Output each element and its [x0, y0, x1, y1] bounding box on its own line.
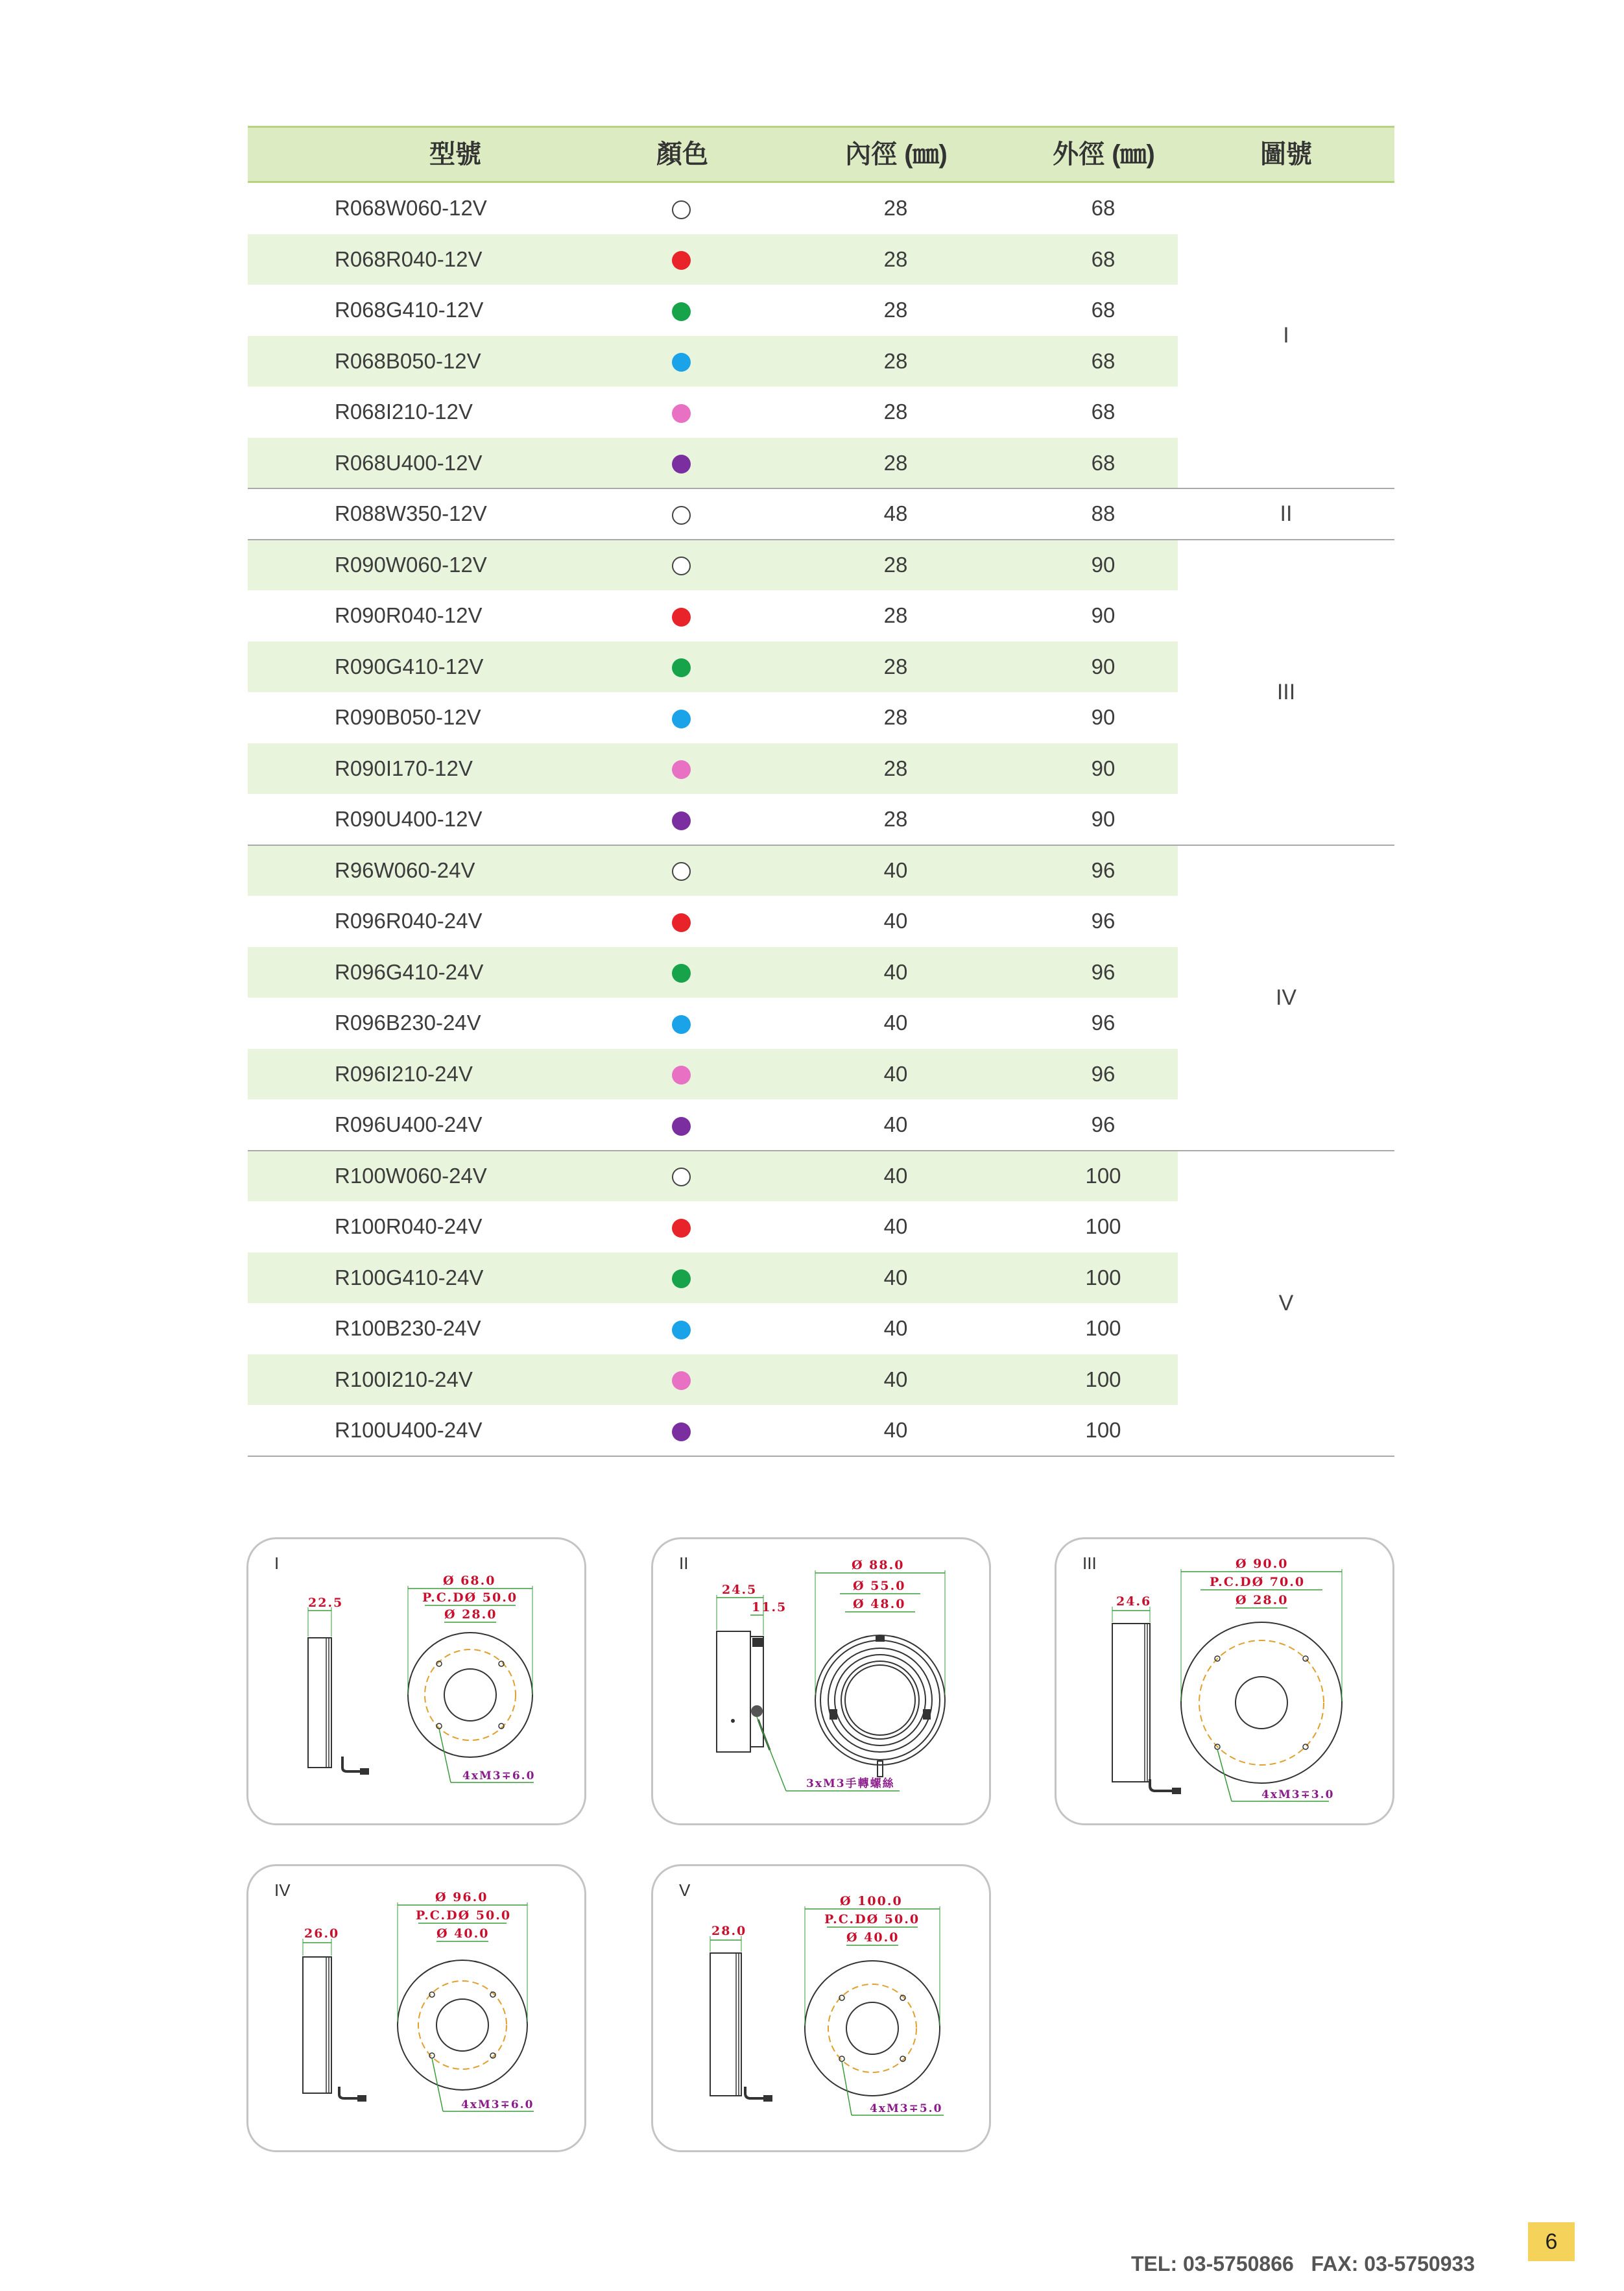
white-color-dot — [672, 862, 691, 881]
model-cell: R090U400-12V — [335, 807, 483, 831]
model-cell: R100B230-24V — [335, 1316, 481, 1340]
model-cell: R096G410-24V — [335, 959, 484, 984]
color-cell — [652, 540, 710, 591]
inner-diameter-cell: 28 — [883, 246, 908, 271]
drawing-card-V — [651, 1864, 991, 2152]
purple-color-dot — [672, 1117, 691, 1136]
inner-diameter-cell: 40 — [883, 1265, 908, 1289]
drawing-label: III — [1082, 1553, 1097, 1573]
table-row — [248, 1201, 1178, 1253]
inner-diameter-cell: 40 — [883, 909, 908, 933]
blue-color-dot — [672, 710, 691, 728]
color-cell — [652, 1354, 710, 1406]
table-row — [248, 1303, 1178, 1354]
table-row — [248, 387, 1178, 438]
color-cell — [652, 998, 710, 1049]
inner-diameter-cell: 28 — [883, 196, 908, 220]
figure-ref-cell: V — [1278, 1290, 1294, 1315]
table-row — [248, 285, 1178, 336]
outer-diameter-cell: 96 — [1091, 959, 1116, 984]
ring-light-drawing — [1057, 1539, 1396, 1827]
inner-diameter-cell: 28 — [883, 400, 908, 424]
dim-inner: Ø 28.0 — [1236, 1593, 1289, 1607]
pink-color-dot — [672, 404, 691, 423]
table-row — [248, 794, 1178, 845]
outer-diameter-cell: 90 — [1091, 807, 1116, 831]
inner-diameter-cell: 28 — [883, 705, 908, 729]
dim-outer: Ø 88.0 — [852, 1558, 905, 1572]
purple-color-dot — [672, 455, 691, 474]
inner-diameter-cell: 48 — [883, 501, 908, 525]
ring-light-drawing — [248, 1866, 588, 2154]
outer-diameter-cell: 68 — [1091, 246, 1116, 271]
outer-diameter-cell: 90 — [1091, 705, 1116, 729]
page-number: 6 — [1528, 2222, 1575, 2261]
color-cell — [652, 183, 710, 234]
inner-diameter-cell: 40 — [883, 1316, 908, 1340]
table-row — [248, 1049, 1178, 1100]
outer-diameter-cell: 96 — [1091, 909, 1116, 933]
dim-inner: Ø 28.0 — [444, 1607, 497, 1622]
model-cell: R100G410-24V — [335, 1265, 484, 1289]
dim-outer: Ø 100.0 — [840, 1894, 903, 1908]
outer-diameter-cell: 96 — [1091, 1061, 1116, 1086]
dim-note: 4xM3∓6.0 — [462, 1769, 536, 1782]
inner-diameter-cell: 28 — [883, 450, 908, 475]
pink-color-dot — [672, 760, 691, 779]
dim-outer: Ø 96.0 — [435, 1890, 488, 1904]
outer-diameter-cell: 100 — [1085, 1265, 1121, 1289]
dim-thickness: 24.6 — [1116, 1594, 1152, 1609]
dim-thickness: 22.5 — [308, 1596, 344, 1610]
pink-color-dot — [672, 1066, 691, 1085]
table-row — [248, 845, 1178, 896]
green-color-dot — [672, 964, 691, 983]
red-color-dot — [672, 251, 691, 270]
outer-diameter-cell: 68 — [1091, 298, 1116, 322]
table-row — [248, 438, 1178, 489]
purple-color-dot — [672, 811, 691, 830]
figure-ref-cell: I — [1283, 323, 1289, 348]
group-divider — [248, 1456, 1394, 1457]
model-cell: R068U400-12V — [335, 450, 483, 475]
inner-diameter-cell: 40 — [883, 959, 908, 984]
color-cell — [652, 845, 710, 896]
header-figure: 圖號 — [1260, 140, 1312, 169]
green-color-dot — [672, 302, 691, 321]
figure-ref-cell: II — [1280, 501, 1293, 526]
green-color-dot — [672, 658, 691, 677]
inner-diameter-cell: 28 — [883, 552, 908, 577]
outer-diameter-cell: 100 — [1085, 1418, 1121, 1442]
table-row — [248, 1151, 1178, 1202]
model-cell: R090W060-12V — [335, 552, 487, 577]
inner-diameter-cell: 28 — [883, 298, 908, 322]
inner-diameter-cell: 28 — [883, 348, 908, 373]
outer-diameter-cell: 88 — [1091, 501, 1116, 525]
outer-diameter-cell: 68 — [1091, 196, 1116, 220]
outer-diameter-cell: 90 — [1091, 552, 1116, 577]
dim-thickness: 24.5 — [722, 1583, 758, 1597]
table-header — [248, 126, 1394, 183]
inner-diameter-cell: 28 — [883, 654, 908, 678]
footer-fax: FAX: 03-5750933 — [1311, 2252, 1475, 2275]
drawing-label: V — [679, 1880, 691, 1900]
blue-color-dot — [672, 353, 691, 372]
blue-color-dot — [672, 1015, 691, 1034]
color-cell — [652, 1151, 710, 1202]
purple-color-dot — [672, 1422, 691, 1441]
table-row — [248, 947, 1178, 998]
outer-diameter-cell: 90 — [1091, 654, 1116, 678]
dim-note: 4xM3∓6.0 — [461, 2098, 534, 2111]
outer-diameter-cell: 100 — [1085, 1367, 1121, 1391]
color-cell — [652, 1405, 710, 1456]
inner-diameter-cell: 40 — [883, 1214, 908, 1238]
footer-tel: TEL: 03-5750866 — [1131, 2252, 1294, 2275]
model-cell: R96W060-24V — [335, 858, 475, 882]
header-inner-diameter: 內徑 (㎜) — [845, 140, 948, 169]
red-color-dot — [672, 1219, 691, 1238]
drawing-card-I — [246, 1537, 586, 1825]
table-row — [248, 692, 1178, 743]
table-row — [248, 743, 1178, 795]
drawing-card-III — [1055, 1537, 1394, 1825]
outer-diameter-cell: 96 — [1091, 1011, 1116, 1035]
header-model: 型號 — [429, 140, 481, 169]
color-cell — [652, 387, 710, 438]
outer-diameter-cell: 68 — [1091, 450, 1116, 475]
color-cell — [652, 336, 710, 387]
table-row — [248, 1253, 1178, 1304]
color-cell — [652, 234, 710, 285]
model-cell: R068G410-12V — [335, 298, 484, 322]
table-row — [248, 540, 1178, 591]
dim-inner: Ø 40.0 — [846, 1930, 900, 1945]
model-cell: R100U400-24V — [335, 1418, 483, 1442]
dim-pcd: P.C.DØ 50.0 — [824, 1912, 920, 1926]
dim-thickness: 28.0 — [711, 1924, 747, 1938]
outer-diameter-cell: 68 — [1091, 400, 1116, 424]
model-cell: R096B230-24V — [335, 1011, 481, 1035]
dim-thickness: 26.0 — [304, 1926, 340, 1941]
color-cell — [652, 488, 710, 540]
figure-ref-cell: IV — [1275, 985, 1297, 1010]
dim-inner: Ø 40.0 — [436, 1926, 490, 1941]
drawing-label: I — [274, 1553, 280, 1573]
outer-diameter-cell: 68 — [1091, 348, 1116, 373]
dim-outer: Ø 68.0 — [443, 1574, 496, 1588]
ring-light-drawing — [653, 1539, 993, 1827]
color-cell — [652, 1303, 710, 1354]
inner-diameter-cell: 40 — [883, 1163, 908, 1188]
table-row — [248, 183, 1178, 234]
inner-diameter-cell: 40 — [883, 1367, 908, 1391]
table-row — [248, 1405, 1178, 1456]
color-cell — [652, 794, 710, 845]
white-color-dot — [672, 506, 691, 525]
model-cell: R096U400-24V — [335, 1112, 483, 1136]
inner-diameter-cell: 40 — [883, 1061, 908, 1086]
figure-ref-cell: III — [1276, 679, 1296, 704]
outer-diameter-cell: 100 — [1085, 1316, 1121, 1340]
white-color-dot — [672, 1168, 691, 1186]
white-color-dot — [672, 200, 691, 219]
dim-thickness2: 11.5 — [752, 1600, 787, 1614]
outer-diameter-cell: 90 — [1091, 756, 1116, 780]
table-row — [248, 488, 1178, 540]
dim-pcd: P.C.DØ 50.0 — [416, 1908, 512, 1923]
table-row — [248, 896, 1178, 947]
inner-diameter-cell: 40 — [883, 1112, 908, 1136]
table-row — [248, 1099, 1178, 1151]
header-color: 顏色 — [656, 140, 708, 169]
model-cell: R090G410-12V — [335, 654, 484, 678]
color-cell — [652, 642, 710, 693]
model-cell: R090R040-12V — [335, 603, 483, 627]
model-cell: R096R040-24V — [335, 909, 483, 933]
header-outer-diameter: 外徑 (㎜) — [1053, 140, 1155, 169]
dim-pcd: P.C.DØ 50.0 — [422, 1590, 518, 1605]
color-cell — [652, 947, 710, 998]
model-cell: R100I210-24V — [335, 1367, 473, 1391]
color-cell — [652, 590, 710, 642]
ring-light-drawing — [248, 1539, 588, 1827]
inner-diameter-cell: 28 — [883, 603, 908, 627]
table-row — [248, 590, 1178, 642]
color-cell — [652, 692, 710, 743]
table-row — [248, 336, 1178, 387]
outer-diameter-cell: 100 — [1085, 1214, 1121, 1238]
model-cell: R096I210-24V — [335, 1061, 473, 1086]
outer-diameter-cell: 96 — [1091, 1112, 1116, 1136]
red-color-dot — [672, 608, 691, 627]
model-cell: R068W060-12V — [335, 196, 487, 220]
outer-diameter-cell: 90 — [1091, 603, 1116, 627]
model-cell: R090B050-12V — [335, 705, 481, 729]
model-cell: R090I170-12V — [335, 756, 473, 780]
drawing-label: II — [679, 1553, 689, 1573]
ring-light-drawing — [653, 1866, 993, 2154]
outer-diameter-cell: 100 — [1085, 1163, 1121, 1188]
model-cell: R088W350-12V — [335, 501, 487, 525]
contact-footer — [1131, 2252, 1475, 2276]
inner-diameter-cell: 28 — [883, 756, 908, 780]
color-cell — [652, 438, 710, 489]
color-cell — [652, 743, 710, 795]
table-row — [248, 642, 1178, 693]
color-cell — [652, 1253, 710, 1304]
drawing-label: IV — [274, 1880, 291, 1900]
color-cell — [652, 896, 710, 947]
white-color-dot — [672, 557, 691, 575]
red-color-dot — [672, 913, 691, 932]
drawing-card-IV — [246, 1864, 586, 2152]
table-row — [248, 998, 1178, 1049]
inner-diameter-cell: 40 — [883, 1418, 908, 1442]
color-cell — [652, 1049, 710, 1100]
model-cell: R100W060-24V — [335, 1163, 487, 1188]
table-row — [248, 1354, 1178, 1406]
dim-mid: Ø 55.0 — [853, 1579, 906, 1593]
dim-inner: Ø 48.0 — [853, 1597, 906, 1611]
blue-color-dot — [672, 1321, 691, 1339]
dim-note: 3xM3手轉螺絲 — [806, 1777, 895, 1790]
green-color-dot — [672, 1269, 691, 1288]
model-cell: R068I210-12V — [335, 400, 473, 424]
model-cell: R068R040-12V — [335, 246, 483, 271]
table-row — [248, 234, 1178, 285]
inner-diameter-cell: 40 — [883, 1011, 908, 1035]
pink-color-dot — [672, 1371, 691, 1390]
drawing-card-II — [651, 1537, 991, 1825]
dim-outer: Ø 90.0 — [1236, 1557, 1289, 1571]
inner-diameter-cell: 28 — [883, 807, 908, 831]
dim-note: 4xM3∓5.0 — [870, 2102, 943, 2115]
model-cell: R068B050-12V — [335, 348, 481, 373]
color-cell — [652, 285, 710, 336]
color-cell — [652, 1099, 710, 1151]
model-cell: R100R040-24V — [335, 1214, 483, 1238]
dim-note: 4xM3∓3.0 — [1261, 1788, 1335, 1801]
dim-pcd: P.C.DØ 70.0 — [1210, 1575, 1306, 1589]
inner-diameter-cell: 40 — [883, 858, 908, 882]
color-cell — [652, 1201, 710, 1253]
outer-diameter-cell: 96 — [1091, 858, 1116, 882]
